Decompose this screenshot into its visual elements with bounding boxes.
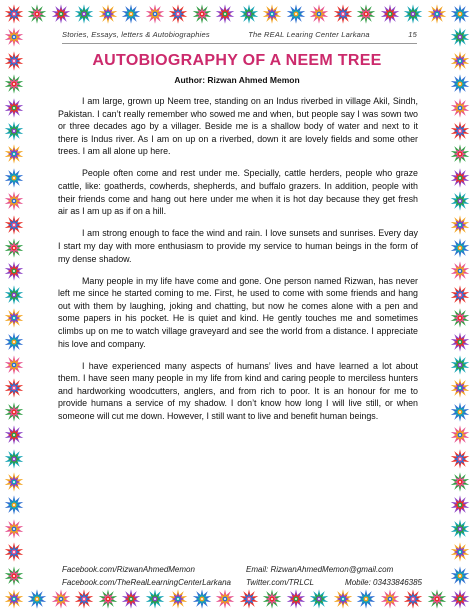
star-ornament-icon — [121, 589, 141, 609]
star-ornament-icon — [4, 285, 24, 305]
star-ornament-icon — [309, 4, 329, 24]
star-ornament-icon — [51, 589, 71, 609]
star-ornament-icon — [239, 4, 259, 24]
star-ornament-icon — [145, 589, 165, 609]
star-ornament-icon — [192, 589, 212, 609]
star-ornament-icon — [4, 144, 24, 164]
star-ornament-icon — [450, 566, 470, 586]
star-ornament-icon — [4, 425, 24, 445]
star-ornament-icon — [450, 472, 470, 492]
star-ornament-icon — [403, 589, 423, 609]
footer-twitter: Twitter.com/TRLCL — [246, 578, 315, 587]
star-ornament-icon — [215, 4, 235, 24]
star-ornament-icon — [239, 589, 259, 609]
star-ornament-icon — [4, 589, 24, 609]
star-ornament-icon — [450, 308, 470, 328]
star-ornament-icon — [4, 168, 24, 188]
body-text — [58, 95, 418, 432]
star-ornament-icon — [450, 332, 470, 352]
star-ornament-icon — [262, 589, 282, 609]
star-ornament-icon — [380, 4, 400, 24]
footer-facebook-center: Facebook.com/TheRealLearningCenterLarkana — [62, 578, 231, 587]
star-ornament-icon — [450, 215, 470, 235]
page-footer — [62, 563, 422, 589]
star-ornament-icon — [427, 589, 447, 609]
star-ornament-icon — [450, 168, 470, 188]
footer-facebook-personal: Facebook.com/RizwanAhmedMemon — [62, 565, 195, 574]
star-ornament-icon — [4, 449, 24, 469]
star-ornament-icon — [356, 589, 376, 609]
star-ornament-icon — [98, 589, 118, 609]
running-header — [62, 30, 417, 39]
header-page-number: 15 — [408, 30, 417, 39]
star-ornament-icon — [450, 355, 470, 375]
star-ornament-icon — [4, 98, 24, 118]
star-ornament-icon — [215, 589, 235, 609]
star-ornament-icon — [450, 27, 470, 47]
star-ornament-icon — [450, 238, 470, 258]
star-ornament-icon — [4, 238, 24, 258]
star-ornament-icon — [450, 425, 470, 445]
star-ornament-icon — [4, 542, 24, 562]
header-divider — [62, 43, 417, 44]
star-ornament-icon — [74, 589, 94, 609]
star-ornament-icon — [4, 121, 24, 141]
star-ornament-icon — [450, 121, 470, 141]
star-ornament-icon — [450, 589, 470, 609]
star-ornament-icon — [450, 261, 470, 281]
star-ornament-icon — [168, 4, 188, 24]
star-ornament-icon — [4, 472, 24, 492]
paragraph: I am large, grown up Neem tree, standing on an Indus riverbed in village Akil, Sindh, Pakistan. I can’t really remember who sowed me and when, but people say I was sown two or three decades ago by a villager. Beside me is a shallow body of water and next to it there is Indus river. As I am on up on a riverbed, down it are lovely fields and some other trees. I am all alone up here. — [58, 96, 418, 157]
star-ornament-icon — [168, 589, 188, 609]
star-ornament-icon — [51, 4, 71, 24]
header-book-title: Stories, Essays, letters & Autobiographies — [62, 30, 210, 39]
star-ornament-icon — [4, 378, 24, 398]
star-ornament-icon — [27, 589, 47, 609]
star-ornament-icon — [145, 4, 165, 24]
star-ornament-icon — [309, 589, 329, 609]
star-ornament-icon — [450, 4, 470, 24]
star-ornament-icon — [74, 4, 94, 24]
star-ornament-icon — [4, 4, 24, 24]
page-title: AUTOBIOGRAPHY OF A NEEM TREE — [92, 52, 382, 69]
star-ornament-icon — [450, 191, 470, 211]
star-ornament-icon — [450, 542, 470, 562]
paragraph: People often come and rest under me. Specially, cattle herders, people who graze cattle, like: goatherds, cowherds, shepherds, and buffalo grazers. In addition, people with their friends come and hang out here under me when it is hot day because they get fresh air as I am up as if on a hill. — [58, 168, 418, 217]
star-ornament-icon — [450, 378, 470, 398]
star-ornament-icon — [4, 308, 24, 328]
star-ornament-icon — [27, 4, 47, 24]
star-ornament-icon — [333, 589, 353, 609]
star-ornament-icon — [427, 4, 447, 24]
star-ornament-icon — [4, 215, 24, 235]
star-ornament-icon — [333, 4, 353, 24]
paragraph: I am strong enough to face the wind and rain. I love sunsets and sunrises. Every day I start my day with more enthusiasm to provide my service to human beings in the form of my dense shadow. — [58, 228, 418, 264]
header-center-name: The REAL Learing Center Larkana — [248, 30, 370, 39]
star-ornament-icon — [121, 4, 141, 24]
star-ornament-icon — [4, 191, 24, 211]
star-ornament-icon — [4, 261, 24, 281]
paragraph: I have experienced many aspects of humans’ lives and have learned a lot about them. I have seen many people in my life from kind and caring people to merciless hunters and hardworking woodcutters, anglers, and from rich to poor. It is an honour for me to provide humans a service of my shadow. I don’t know how long I will live still, or when someone will cut me down. However, I still want to live and benefit human beings. — [58, 360, 418, 422]
star-ornament-icon — [4, 519, 24, 539]
star-ornament-icon — [450, 144, 470, 164]
star-ornament-icon — [4, 332, 24, 352]
star-ornament-icon — [450, 449, 470, 469]
star-ornament-icon — [403, 4, 423, 24]
star-ornament-icon — [4, 566, 24, 586]
star-ornament-icon — [286, 589, 306, 609]
paragraph: Many people in my life have come and gone. One person named Rizwan, has never left me since he started coming to me. First, he used to come with some friends and hang out with them by laughing, joking and chatting, but now he comes alone with a pen and some papers in his pocket. He is quiet and kind. He gently touches me and sometimes climbs up on me to watch village graveyard and see the world from a distance. I appreciate his love and company. — [58, 275, 418, 349]
star-ornament-icon — [450, 402, 470, 422]
star-ornament-icon — [356, 4, 376, 24]
star-ornament-icon — [450, 495, 470, 515]
star-ornament-icon — [450, 285, 470, 305]
footer-email: Email: RizwanAhmedMemon@gmail.com — [246, 565, 394, 574]
star-ornament-icon — [4, 495, 24, 515]
author-line: Author: Rizwan Ahmed Memon — [174, 75, 300, 85]
footer-mobile: Mobile: 03433846385 — [345, 578, 422, 587]
star-ornament-icon — [450, 519, 470, 539]
star-ornament-icon — [450, 98, 470, 118]
star-ornament-icon — [4, 27, 24, 47]
star-ornament-icon — [286, 4, 306, 24]
star-ornament-icon — [98, 4, 118, 24]
star-ornament-icon — [4, 355, 24, 375]
star-ornament-icon — [262, 4, 282, 24]
star-ornament-icon — [4, 402, 24, 422]
star-ornament-icon — [380, 589, 400, 609]
star-ornament-icon — [192, 4, 212, 24]
